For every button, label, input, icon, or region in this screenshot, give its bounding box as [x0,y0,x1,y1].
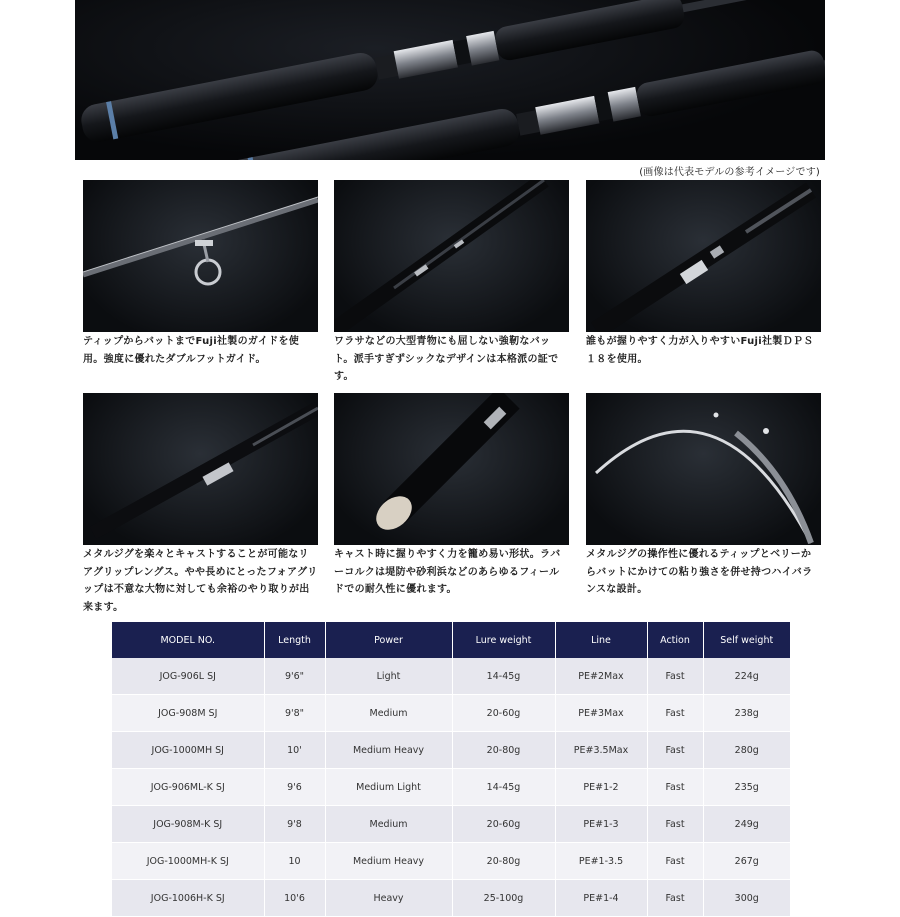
col-model: MODEL NO. [112,622,264,658]
cell-line: PE#2Max [555,658,647,695]
table-row [112,769,790,806]
col-power: Power [325,622,452,658]
cell-self-weight: 280g [703,732,790,769]
col-line: Line [555,622,647,658]
cell-power: Medium Light [325,769,452,806]
desc-grip-end: キャスト時に握りやすく力を籠め易い形状。ラバーコルクは堤防や砂利浜などのあらゆるフィールドでの耐久性に優れます。 [334,549,561,595]
cell-lure-weight: 14-45g [452,769,555,806]
cell-length: 10' [264,732,325,769]
photo-guide-closeup [83,180,318,332]
table-row [112,695,790,732]
cell-model: JOG-906ML-K SJ [112,769,264,806]
cell-lure-weight: 20-80g [452,732,555,769]
cell-lure-weight: 20-60g [452,806,555,843]
cell-power: Medium [325,806,452,843]
cell-lure-weight: 25-100g [452,880,555,917]
cell-line: PE#3.5Max [555,732,647,769]
photo-bend-curve [586,393,821,545]
col-action: Action [647,622,703,658]
cell-action: Fast [647,843,703,880]
cell-power: Medium Heavy [325,843,452,880]
cell-length: 9'8" [264,695,325,732]
cell-self-weight: 267g [703,843,790,880]
col-self-weight: Self weight [703,622,790,658]
cell-self-weight: 224g [703,658,790,695]
cell-model: JOG-1000MH SJ [112,732,264,769]
cell-model: JOG-908M SJ [112,695,264,732]
cell-length: 10 [264,843,325,880]
cell-line: PE#1-3.5 [555,843,647,880]
table-header-row [112,622,790,658]
hero-rods-illustration [75,0,825,160]
cell-self-weight: 238g [703,695,790,732]
table-row [112,880,790,917]
cell-lure-weight: 14-45g [452,658,555,695]
cell-model: JOG-908M-K SJ [112,806,264,843]
cell-power: Medium Heavy [325,732,452,769]
hero-image [75,0,825,160]
cell-action: Fast [647,806,703,843]
cell-action: Fast [647,769,703,806]
desc-reel-seat: 誰もが握りやすく力が入りやすいFuji社製ＤＰＳ１８を使用。 [586,336,814,365]
cell-action: Fast [647,658,703,695]
cell-action: Fast [647,732,703,769]
desc-butt: ワラサなどの大型青物にも屈しない強靭なバット。派手すぎずシックなデザインは本格派の証です。 [334,336,559,382]
photo-grip-length [83,393,318,545]
cell-line: PE#1-3 [555,806,647,843]
col-length: Length [264,622,325,658]
cell-length: 9'6" [264,658,325,695]
cell-lure-weight: 20-80g [452,843,555,880]
table-row [112,806,790,843]
photo-grip-end [334,393,569,545]
photo-butt-section [334,180,569,332]
cell-action: Fast [647,695,703,732]
cell-length: 9'8 [264,806,325,843]
col-lure-weight: Lure weight [452,622,555,658]
cell-self-weight: 249g [703,806,790,843]
cell-line: PE#1-2 [555,769,647,806]
desc-guide: ティップからバットまでFuji社製のガイドを使用。強度に優れたダブルフットガイド。 [83,336,300,365]
cell-model: JOG-906L SJ [112,658,264,695]
cell-action: Fast [647,880,703,917]
cell-line: PE#3Max [555,695,647,732]
table-row [112,658,790,695]
cell-power: Light [325,658,452,695]
cell-power: Heavy [325,880,452,917]
cell-model: JOG-1000MH-K SJ [112,843,264,880]
cell-length: 9'6 [264,769,325,806]
cell-self-weight: 300g [703,880,790,917]
table-row [112,732,790,769]
desc-bend: メタルジグの操作性に優れるティップとベリーからバットにかけての粘り強さを併せ持つハイバランスな設計。 [586,549,813,595]
cell-lure-weight: 20-60g [452,695,555,732]
cell-self-weight: 235g [703,769,790,806]
image-reference-note: (画像は代表モデルの参考イメージです) [639,167,820,178]
cell-model: JOG-1006H-K SJ [112,880,264,917]
cell-power: Medium [325,695,452,732]
cell-line: PE#1-4 [555,880,647,917]
photo-reel-seat [586,180,821,332]
table-row [112,843,790,880]
cell-length: 10'6 [264,880,325,917]
desc-grip-length: メタルジグを楽々とキャストすることが可能なリアグリップレングス。やや長めにとったフォアグリップは不意な大物に対しても余裕のやり取りが出来ます。 [83,549,318,613]
spec-table [112,622,790,917]
